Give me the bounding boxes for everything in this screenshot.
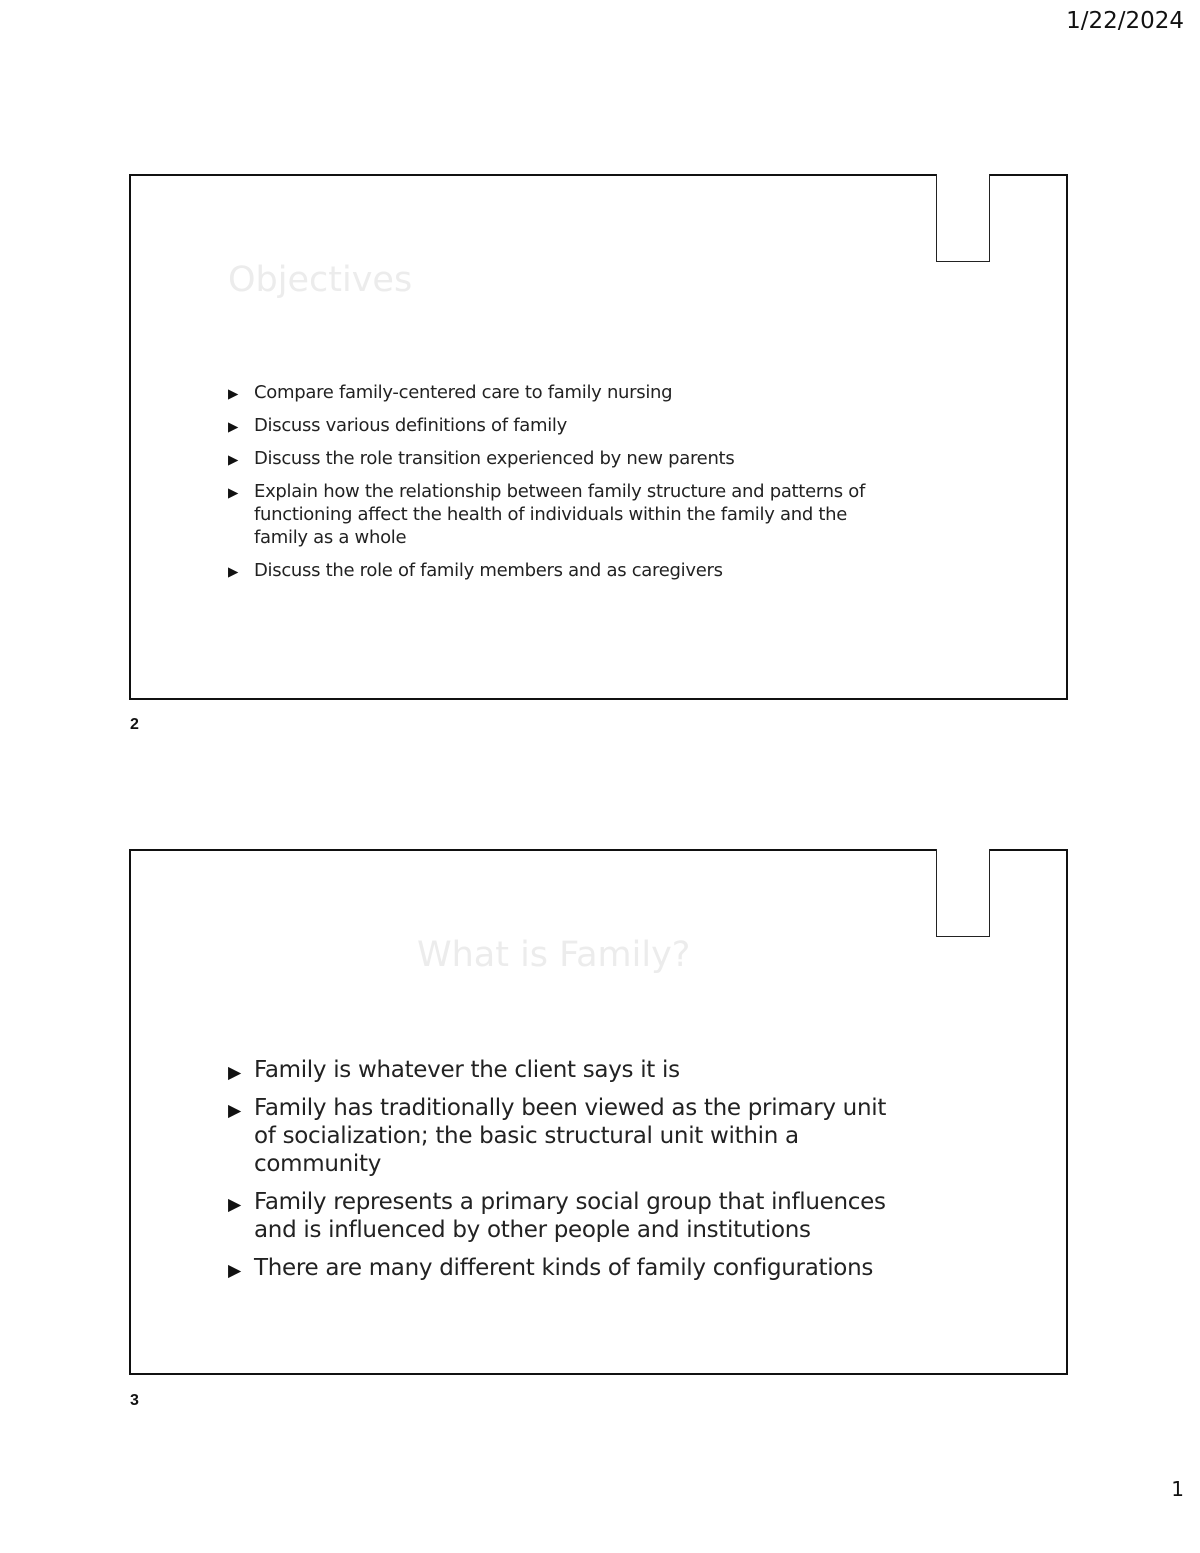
- bullet-item: [228, 1056, 888, 1084]
- bullet-item: [228, 414, 888, 437]
- bullet-text: Discuss the role of family members and as caregivers: [254, 560, 723, 581]
- bullet-arrow-icon: ▶: [228, 485, 239, 501]
- bullet-item: [228, 1188, 888, 1244]
- page-number: 1: [1171, 1477, 1184, 1501]
- bullet-text: Discuss the role transition experienced by new parents: [254, 448, 735, 469]
- bullet-text: There are many different kinds of family configurations: [254, 1255, 874, 1281]
- bullet-text: Discuss various definitions of family: [254, 415, 567, 436]
- bullet-text: Family is whatever the client says it is: [254, 1057, 680, 1083]
- bullet-text: Family has traditionally been viewed as the primary unit of socialization; the basic structural unit within a community: [254, 1095, 887, 1177]
- bullet-arrow-icon: ▶: [228, 452, 239, 468]
- bullet-item: [228, 559, 888, 582]
- bullet-text: Compare family-centered care to family nursing: [254, 382, 673, 403]
- slide-decoration-tab: [936, 849, 990, 937]
- bullet-arrow-icon: ▶: [228, 419, 239, 435]
- bullet-text: Family represents a primary social group that influences and is influenced by other people and institutions: [254, 1189, 886, 1243]
- slide-number: 3: [130, 1392, 139, 1409]
- bullet-arrow-icon: ▶: [228, 1261, 241, 1281]
- bullet-item: [228, 1094, 888, 1178]
- bullet-text: Explain how the relationship between family structure and patterns of functioning affect the health of individuals within the family and the family as a whole: [254, 481, 865, 548]
- slide-title: Objectives: [228, 260, 413, 300]
- slide-number: 2: [130, 716, 139, 733]
- bullet-arrow-icon: ▶: [228, 1063, 241, 1083]
- bullet-item: [228, 381, 888, 404]
- slide-decoration-tab: [936, 174, 990, 262]
- bullet-list: [228, 1056, 888, 1292]
- slide-thumbnail: [129, 174, 1068, 700]
- page-date: 1/22/2024: [1066, 8, 1184, 34]
- bullet-item: [228, 447, 888, 470]
- bullet-item: [228, 480, 888, 549]
- bullet-list: [228, 381, 888, 592]
- slide-thumbnail: [129, 849, 1068, 1375]
- bullet-arrow-icon: ▶: [228, 1101, 241, 1121]
- bullet-arrow-icon: ▶: [228, 386, 239, 402]
- bullet-item: [228, 1254, 888, 1282]
- bullet-arrow-icon: ▶: [228, 564, 239, 580]
- bullet-arrow-icon: ▶: [228, 1195, 241, 1215]
- slide-title: What is Family?: [417, 935, 691, 975]
